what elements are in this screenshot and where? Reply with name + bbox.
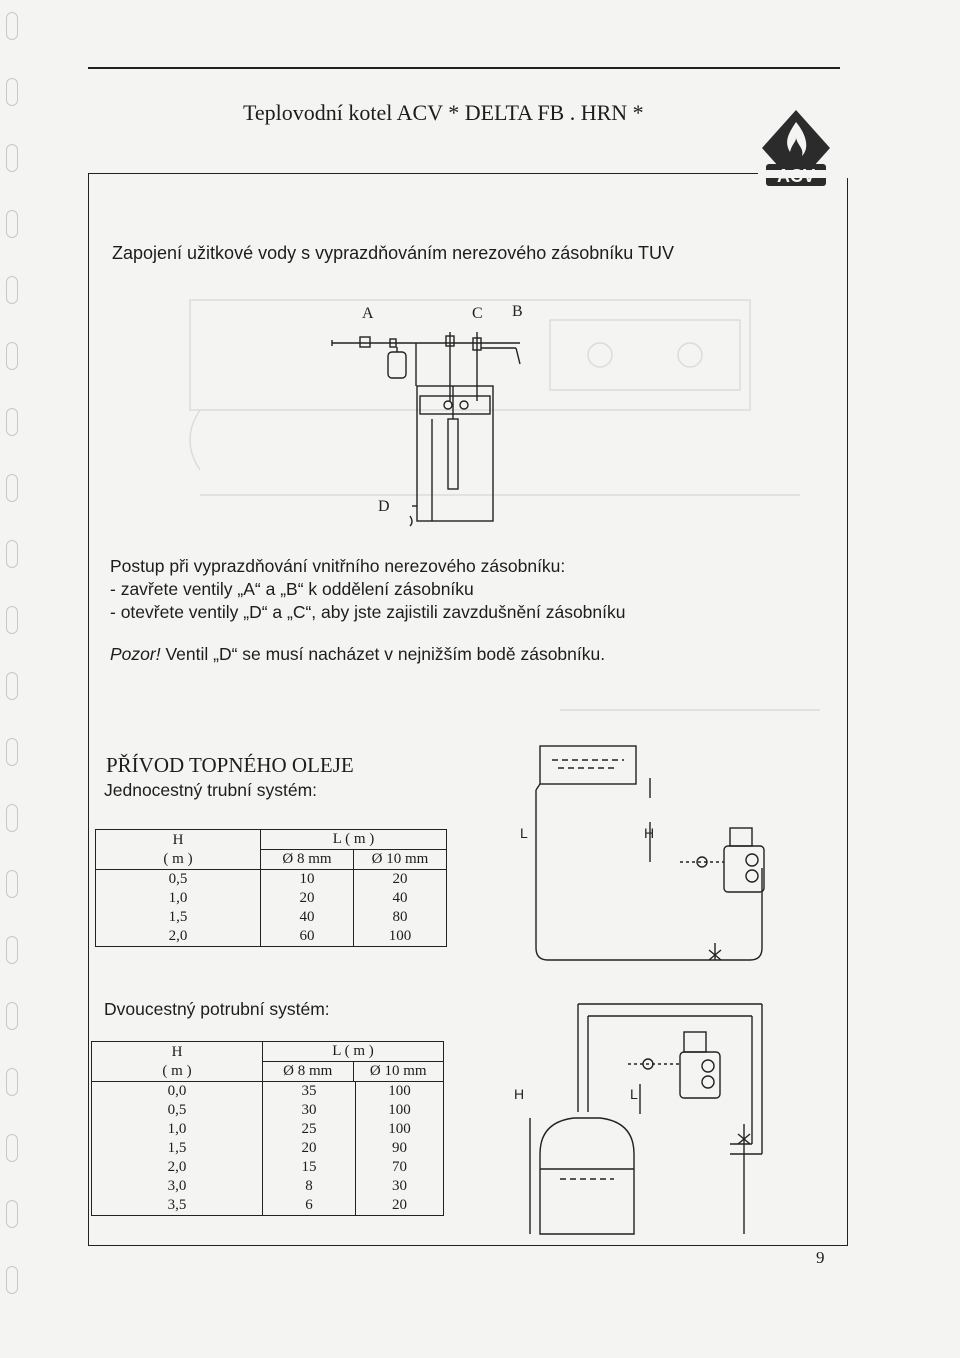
page-header-title: Teplovodní kotel ACV * DELTA FB . HRN *: [243, 100, 644, 125]
two-d10-header: Ø 10 mm: [369, 1063, 427, 1079]
oil-supply-title: PŘÍVOD TOPNÉHO OLEJE: [106, 753, 354, 777]
two-d8-header: Ø 8 mm: [263, 1062, 354, 1081]
warning-note: [110, 644, 605, 665]
two-pipe-caption: Dvoucestný potrubní systém:: [104, 999, 330, 1019]
svg-text:B: B: [512, 303, 523, 320]
single-l10-values: 20 40 80 100: [354, 870, 447, 947]
two-pipe-table: [91, 1041, 444, 1216]
drain-procedure-title: Postup při vyprazdňování vnitřního nerezového zásobníku:: [110, 556, 566, 576]
svg-text:A: A: [362, 305, 374, 322]
warning-label: Pozor!: [110, 644, 161, 664]
two-pipe-figure: [500, 994, 790, 1244]
svg-text:L: L: [520, 825, 528, 841]
two-l8-values: 35 30 25 20 15 8 6: [263, 1082, 356, 1216]
two-h-header: H ( m ): [92, 1042, 263, 1082]
single-l8-values: 10 20 40 60: [261, 870, 354, 947]
single-d10-header: Ø 10 mm: [371, 851, 429, 867]
svg-text:H: H: [644, 825, 655, 841]
single-h-header: H ( m ): [96, 830, 261, 870]
single-l-header: L ( m ) Ø 8 mm Ø 10 mm: [261, 830, 447, 870]
header-rule: [88, 67, 840, 69]
svg-text:H: H: [514, 1086, 525, 1102]
drain-step-1: - zavřete ventily „A“ a „B“ k oddělení zásobníku: [110, 579, 474, 599]
svg-text:D: D: [378, 498, 390, 515]
warning-text: Ventil „D“ se musí nacházet v nejnižším bodě zásobníku.: [160, 644, 606, 664]
single-pipe-caption: Jednocestný trubní systém:: [104, 780, 318, 800]
two-l-header: L ( m ) Ø 8 mm Ø 10 mm: [263, 1042, 444, 1082]
binding-holes: [6, 0, 20, 1358]
page-number: 9: [816, 1248, 825, 1267]
boiler-diagram: [320, 296, 530, 528]
single-pipe-table: [95, 829, 447, 947]
two-h-values: 0,0 0,5 1,0 1,5 2,0 3,0 3,5: [92, 1082, 263, 1216]
svg-text:C: C: [472, 305, 483, 322]
two-l10-values: 100 100 100 90 70 30 20: [356, 1082, 444, 1216]
svg-text:L: L: [630, 1086, 638, 1102]
single-h-values: 0,5 1,0 1,5 2,0: [96, 870, 261, 947]
section1-title: Zapojení užitkové vody s vyprazdňováním nerezového zásobníku TUV: [112, 243, 674, 263]
frame-gap: [758, 170, 850, 178]
single-d8-header: Ø 8 mm: [261, 850, 354, 869]
single-pipe-figure: [500, 738, 790, 978]
drain-step-2: - otevřete ventily „D“ a „C“, aby jste zajistili zavzdušnění zásobníku: [110, 602, 626, 622]
